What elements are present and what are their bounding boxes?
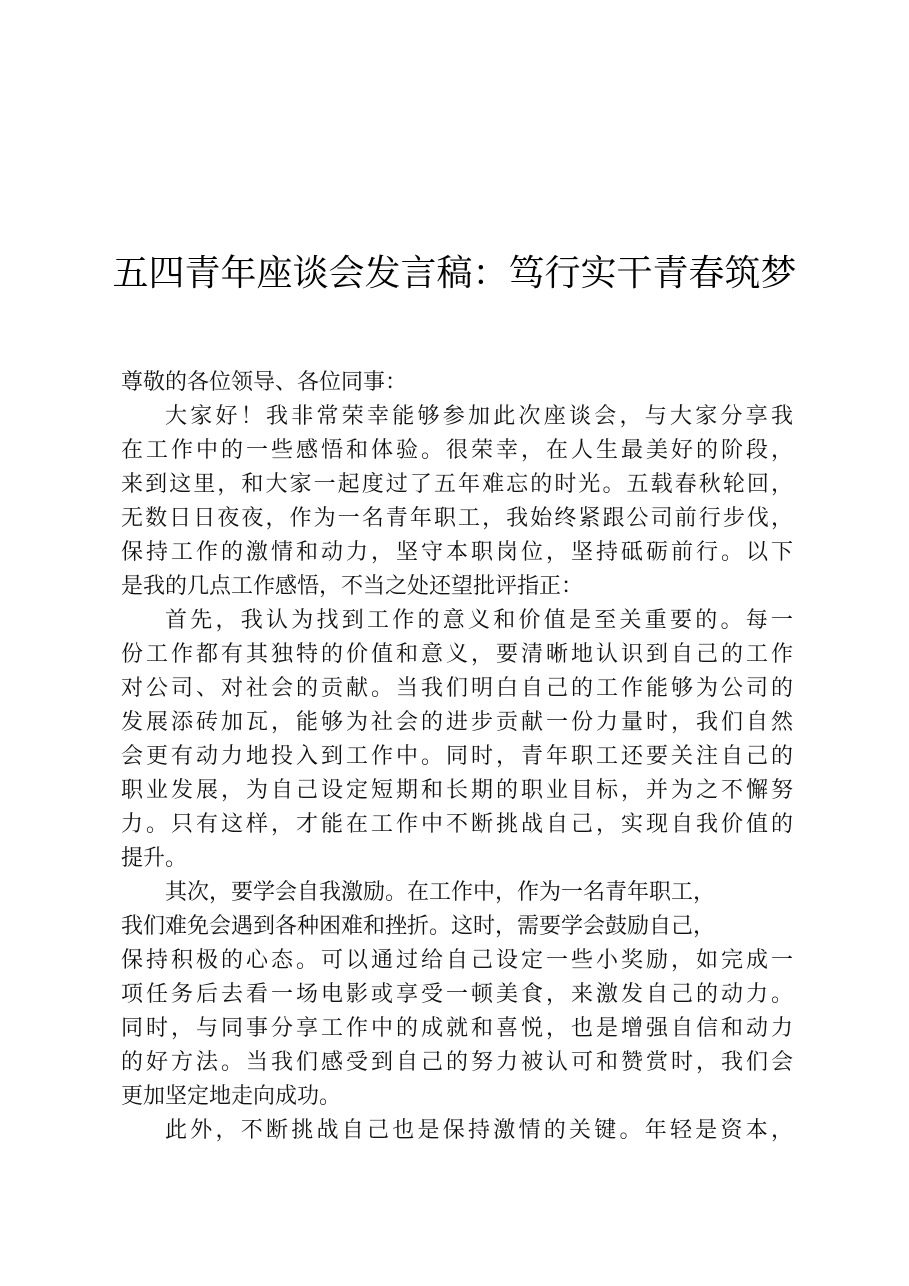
- paragraph-line: 无数日日夜夜，作为一名青年职工，我始终紧跟公司前行步伐，: [121, 506, 793, 531]
- document-title: 五四青年座谈会发言稿：笃行实干青春筑梦: [112, 253, 797, 294]
- paragraph-line: 份工作都有其独特的价值和意义，要清晰地认识到自己的工作: [121, 642, 793, 667]
- paragraph-line: 首先，我认为找到工作的意义和价值是至关重要的。每一: [165, 608, 793, 633]
- paragraph-line: 对公司、对社会的贡献。当我们明白自己的工作能够为公司的: [121, 676, 793, 701]
- paragraph-line: 的好方法。当我们感受到自己的努力被认可和赞赏时，我们会: [121, 1050, 793, 1075]
- document-body: [121, 366, 793, 1148]
- paragraph-line: 来到这里，和大家一起度过了五年难忘的时光。五载春秋轮回，: [121, 472, 793, 497]
- paragraph-line: 提升。: [121, 846, 188, 871]
- paragraph-line: 大家好！我非常荣幸能够参加此次座谈会，与大家分享我: [165, 404, 793, 429]
- paragraph-line: 同时，与同事分享工作中的成就和喜悦，也是增强自信和动力: [121, 1016, 793, 1041]
- paragraph-line: 此外，不断挑战自己也是保持激情的关键。年轻是资本，: [165, 1118, 793, 1143]
- paragraph-line: 项任务后去看一场电影或享受一顿美食，来激发自己的动力。: [121, 982, 793, 1007]
- paragraph-line: 更加坚定地走向成功。: [121, 1084, 342, 1109]
- paragraph-line: 发展添砖加瓦，能够为社会的进步贡献一份力量时，我们自然: [121, 710, 793, 735]
- paragraph-line: 会更有动力地投入到工作中。同时，青年职工还要关注自己的: [121, 744, 793, 769]
- paragraph-line: 保持工作的激情和动力，坚守本职岗位，坚持砥砺前行。以下: [121, 540, 793, 565]
- paragraph-line: 我们难免会遇到各种困难和挫折。这时，需要学会鼓励自己，: [121, 914, 716, 939]
- salutation: 尊敬的各位领导、各位同事：: [121, 370, 408, 395]
- paragraph-line: 力。只有这样，才能在工作中不断挑战自己，实现自我价值的: [121, 812, 793, 837]
- paragraph-line: 职业发展，为自己设定短期和长期的职业目标，并为之不懈努: [121, 778, 793, 803]
- paragraph-line: 是我的几点工作感悟，不当之处还望批评指正：: [121, 574, 584, 599]
- paragraph-line: 保持积极的心态。可以通过给自己设定一些小奖励，如完成一: [121, 948, 793, 973]
- paragraph-line: 在工作中的一些感悟和体验。很荣幸，在人生最美好的阶段，: [121, 438, 793, 463]
- paragraph-line: 其次，要学会自我激励。在工作中，作为一名青年职工，: [165, 880, 716, 905]
